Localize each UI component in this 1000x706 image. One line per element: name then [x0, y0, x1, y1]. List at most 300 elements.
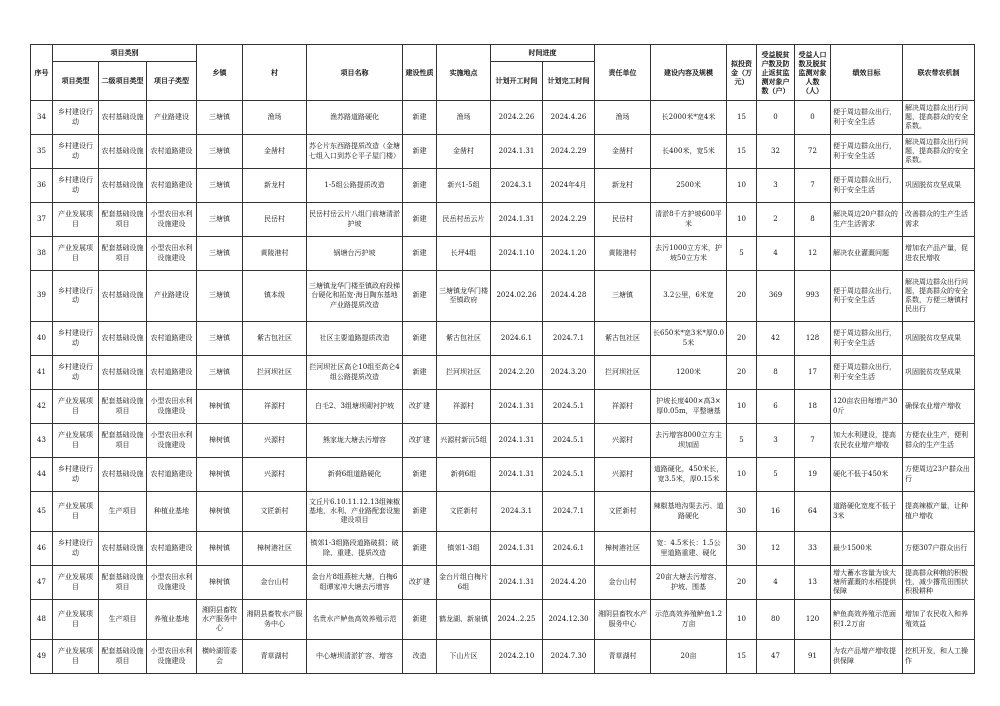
cell-mechanism: 增加农产品产量，促进农民增收: [903, 237, 975, 271]
cell-nature: 新建: [403, 237, 437, 271]
cell-mechanism: 提高群众种粮的积极性，减少撂荒田围状积极耕种: [903, 566, 975, 600]
cell-location: 下山片区: [437, 640, 491, 674]
cell-nature: 新建: [403, 458, 437, 492]
cell-project-name: 名贵水产鲈鱼高效养殖示范: [307, 600, 403, 640]
cell-people: 8: [795, 203, 831, 237]
cell-plan-start: 2024.2.20: [491, 356, 543, 390]
table-row: [31, 271, 975, 322]
cell-plan-end: 2024.7.1: [543, 492, 595, 532]
project-table: [30, 44, 975, 674]
cell-seq: 39: [31, 271, 53, 322]
cell-content: 2500米: [651, 169, 727, 203]
cell-project-type: 产业发展项目: [53, 566, 99, 600]
header-level2-type: 二级项目类型: [99, 62, 147, 101]
cell-location: 鹤龙湖、新泉镇: [437, 600, 491, 640]
header-mechanism: 联农带农机制: [903, 45, 975, 101]
table-row: [31, 492, 975, 532]
cell-plan-end: 2024.4.28: [543, 271, 595, 322]
cell-plan-end: 2024.3.20: [543, 356, 595, 390]
cell-plan-start: 2024.02.26: [491, 271, 543, 322]
cell-seq: 35: [31, 135, 53, 169]
cell-town: 樟树镇: [197, 566, 243, 600]
cell-responsible: 渔场: [595, 101, 651, 135]
cell-households: 32: [757, 135, 795, 169]
cell-responsible: 湘阴县畜牧水产服务中心: [595, 600, 651, 640]
cell-nature: 新建: [403, 203, 437, 237]
cell-seq: 41: [31, 356, 53, 390]
table-row: [31, 600, 975, 640]
cell-nature: 改扩建: [403, 424, 437, 458]
cell-town: 三塘镇: [197, 237, 243, 271]
cell-town: 横岭湖管委会: [197, 640, 243, 674]
cell-content: 1200米: [651, 356, 727, 390]
cell-project-name: 1-5组公路提质改造: [307, 169, 403, 203]
cell-target: 最少1500米: [831, 532, 903, 566]
cell-nature: 新建: [403, 322, 437, 356]
cell-level2-type: 农村基础设施: [99, 532, 147, 566]
cell-plan-start: 2024.3.1: [491, 169, 543, 203]
cell-project-name: 中心塘坝清淤扩容、增容: [307, 640, 403, 674]
cell-target: 解决农业灌溉问题: [831, 237, 903, 271]
cell-mechanism: 巩固脱贫攻坚成果: [903, 169, 975, 203]
cell-content: 清淤8千方护坡600平米: [651, 203, 727, 237]
cell-seq: 46: [31, 532, 53, 566]
cell-responsible: 文匠新村: [595, 492, 651, 532]
cell-seq: 36: [31, 169, 53, 203]
cell-mechanism: 解决周边群众出行问题，提高群众的安全系数。: [903, 135, 975, 169]
cell-project-name: 三塘镇龙华门楼至镇政府段梯台硬化和拓宽·海日陶东基地产业路提质改造: [307, 271, 403, 322]
cell-plan-end: 2024.6.1: [543, 532, 595, 566]
cell-funds: 10: [727, 390, 757, 424]
cell-village: 兴源村: [243, 458, 307, 492]
header-project-name: 项目名称: [307, 45, 403, 101]
cell-content: 护坡长度400×高3×厚0.05m，平整塘基: [651, 390, 727, 424]
cell-funds: 10: [727, 458, 757, 492]
cell-seq: 44: [31, 458, 53, 492]
cell-level2-type: 农村基础设施: [99, 101, 147, 135]
cell-seq: 42: [31, 390, 53, 424]
cell-people: 0: [795, 101, 831, 135]
table-row: [31, 566, 975, 600]
cell-location: 兴源村新沅5组: [437, 424, 491, 458]
cell-plan-end: 2024.4.26: [543, 101, 595, 135]
cell-project-name: 白毛2、3组塘坝砌衬护坡: [307, 390, 403, 424]
table-row: [31, 101, 975, 135]
cell-plan-start: 2024.2.10: [491, 640, 543, 674]
cell-people: 12: [795, 237, 831, 271]
cell-responsible: 金凿村: [595, 135, 651, 169]
cell-location: 新荷6组: [437, 458, 491, 492]
cell-content: 20亩: [651, 640, 727, 674]
cell-content: 宽：4.5米长：1.5公里道路重建、硬化: [651, 532, 727, 566]
table-row: [31, 390, 975, 424]
cell-town: 三塘镇: [197, 101, 243, 135]
cell-level2-type: 配套基础设施项目: [99, 566, 147, 600]
cell-sub-type: 养殖业基地: [147, 600, 197, 640]
cell-nature: 新建: [403, 101, 437, 135]
cell-plan-end: 2024.2.29: [543, 203, 595, 237]
cell-mechanism: 改善群众的生产生活需求: [903, 203, 975, 237]
cell-plan-start: 2024.1.10: [491, 237, 543, 271]
cell-plan-end: 2024.4.20: [543, 566, 595, 600]
cell-responsible: 黄陵港村: [595, 237, 651, 271]
cell-location: 拦河坝社区: [437, 356, 491, 390]
cell-people: 7: [795, 169, 831, 203]
cell-households: 5: [757, 458, 795, 492]
cell-households: 3: [757, 424, 795, 458]
cell-project-name: 熊家垅大塘去污增容: [307, 424, 403, 458]
cell-village: 镇本级: [243, 271, 307, 322]
cell-project-name: 苏仑片东西路提质改造（金塘七组入口到苏仑平子屋门楼）: [307, 135, 403, 169]
cell-village: 金凿村: [243, 135, 307, 169]
cell-plan-start: 2024.2.26: [491, 101, 543, 135]
cell-mechanism: 确保农业增产增收: [903, 390, 975, 424]
cell-level2-type: 配套基础设施项目: [99, 203, 147, 237]
cell-plan-start: 2024.1.31: [491, 424, 543, 458]
cell-people: 19: [795, 458, 831, 492]
cell-seq: 47: [31, 566, 53, 600]
cell-people: 13: [795, 566, 831, 600]
cell-target: 硬化不低于450米: [831, 458, 903, 492]
cell-sub-type: 小型农田水利设施建设: [147, 237, 197, 271]
cell-funds: 30: [727, 492, 757, 532]
cell-mechanism: 巩固脱贫攻坚成果: [903, 356, 975, 390]
cell-plan-start: 2024..2.25: [491, 600, 543, 640]
cell-project-type: 乡村建设行动: [53, 169, 99, 203]
header-seq: 序号: [31, 45, 53, 101]
cell-responsible: 金台山村: [595, 566, 651, 600]
header-responsible: 责任单位: [595, 45, 651, 101]
cell-plan-end: 2024.1.20: [543, 237, 595, 271]
table-header: [31, 45, 975, 101]
cell-people: 18: [795, 390, 831, 424]
cell-nature: 新建: [403, 135, 437, 169]
cell-plan-start: 2024.3.1: [491, 492, 543, 532]
cell-location: 镇郊1-3组: [437, 532, 491, 566]
header-people: 受益人口数及脱贫监测对象人数（人）: [795, 45, 831, 101]
cell-content: 去污增容8000立方主坝加固: [651, 424, 727, 458]
cell-project-name: 新荷6组道路硬化: [307, 458, 403, 492]
header-village: 村: [243, 45, 307, 101]
cell-people: 993: [795, 271, 831, 322]
cell-project-type: 产业发展项目: [53, 237, 99, 271]
cell-target: 为农产品增产增收提供保障: [831, 640, 903, 674]
cell-funds: 15: [727, 135, 757, 169]
cell-level2-type: 农村基础设施: [99, 169, 147, 203]
cell-project-type: 产业发展项目: [53, 390, 99, 424]
cell-level2-type: 农村基础设施: [99, 271, 147, 322]
header-content: 建设内容及规模: [651, 45, 727, 101]
cell-sub-type: 小型农田水利设施建设: [147, 640, 197, 674]
cell-funds: 10: [727, 600, 757, 640]
header-project-type: 项目类型: [53, 62, 99, 101]
cell-funds: 15: [727, 101, 757, 135]
cell-plan-start: 2024.1.31: [491, 203, 543, 237]
table-row: [31, 640, 975, 674]
cell-project-type: 产业发展项目: [53, 640, 99, 674]
cell-village: 金台山村: [243, 566, 307, 600]
cell-seq: 49: [31, 640, 53, 674]
table-row: [31, 135, 975, 169]
cell-project-type: 乡村建设行动: [53, 458, 99, 492]
table-row: [31, 356, 975, 390]
cell-content: 去污1000立方米，护坡50立方米: [651, 237, 727, 271]
cell-town: 三塘镇: [197, 203, 243, 237]
cell-people: 128: [795, 322, 831, 356]
cell-sub-type: 农村道路建设: [147, 458, 197, 492]
cell-nature: 改扩建: [403, 566, 437, 600]
cell-project-name: 民岳村岳云片八组门前塘清淤护坡: [307, 203, 403, 237]
table-row: [31, 424, 975, 458]
cell-sub-type: 农村道路建设: [147, 169, 197, 203]
cell-households: 0: [757, 101, 795, 135]
header-time-group: 时间进度: [491, 45, 595, 62]
cell-plan-end: 2024.5.1: [543, 390, 595, 424]
cell-sub-type: 农村道路建设: [147, 356, 197, 390]
cell-level2-type: 农村基础设施: [99, 458, 147, 492]
cell-responsible: 祥源村: [595, 390, 651, 424]
header-sub-type: 项目子类型: [147, 62, 197, 101]
cell-sub-type: 种植业基地: [147, 492, 197, 532]
cell-content: 20亩大塘去污增容、护坡、围基: [651, 566, 727, 600]
table-row: [31, 322, 975, 356]
cell-nature: 改扩建: [403, 390, 437, 424]
cell-content: 3.2公里，6米宽: [651, 271, 727, 322]
cell-sub-type: 农村道路建设: [147, 532, 197, 566]
cell-nature: 新建: [403, 169, 437, 203]
cell-town: 樟树镇: [197, 424, 243, 458]
cell-plan-end: 2024.12.30: [543, 600, 595, 640]
table-body: [31, 101, 975, 674]
cell-target: 道路硬化宽度不低于3米: [831, 492, 903, 532]
cell-plan-end: 2024.2.29: [543, 135, 595, 169]
cell-funds: 15: [727, 640, 757, 674]
cell-town: 三塘镇: [197, 135, 243, 169]
cell-location: 金凿村: [437, 135, 491, 169]
cell-plan-end: 2024.5.1: [543, 424, 595, 458]
cell-people: 72: [795, 135, 831, 169]
cell-households: 2: [757, 203, 795, 237]
cell-village: 青草湖村: [243, 640, 307, 674]
cell-location: 紫古包社区: [437, 322, 491, 356]
cell-responsible: 新龙村: [595, 169, 651, 203]
cell-location: 三塘镇龙华门楼至镇政府: [437, 271, 491, 322]
cell-responsible: 三塘镇: [595, 271, 651, 322]
cell-nature: 新建: [403, 532, 437, 566]
cell-target: 便于周边群众出行，利于安全生活: [831, 271, 903, 322]
cell-households: 42: [757, 322, 795, 356]
cell-people: 7: [795, 424, 831, 458]
cell-seq: 43: [31, 424, 53, 458]
cell-location: 民岳村岳云片: [437, 203, 491, 237]
cell-sub-type: 小型农田水利设施建设: [147, 203, 197, 237]
cell-people: 91: [795, 640, 831, 674]
cell-funds: 20: [727, 322, 757, 356]
header-plan-start: 计划开工时间: [491, 62, 543, 101]
cell-nature: 改造: [403, 640, 437, 674]
cell-households: 47: [757, 640, 795, 674]
table-row: [31, 458, 975, 492]
cell-level2-type: 配套基础设施项目: [99, 390, 147, 424]
cell-town: 湘阴县畜牧水产服务中心: [197, 600, 243, 640]
cell-people: 64: [795, 492, 831, 532]
cell-level2-type: 配套基础设施项目: [99, 424, 147, 458]
cell-town: 三塘镇: [197, 356, 243, 390]
cell-mechanism: 挖机开发，和人工操作: [903, 640, 975, 674]
cell-plan-start: 2024.1.31: [491, 135, 543, 169]
cell-level2-type: 生产项目: [99, 600, 147, 640]
cell-level2-type: 农村基础设施: [99, 322, 147, 356]
cell-plan-end: 2024.7.30: [543, 640, 595, 674]
cell-funds: 20: [727, 271, 757, 322]
cell-target: 加大水利建设，提高农民农业增产增收: [831, 424, 903, 458]
cell-responsible: 樟树港社区: [595, 532, 651, 566]
cell-target: 解决周边20户群众的生产生活需求: [831, 203, 903, 237]
cell-level2-type: 配套基础设施项目: [99, 237, 147, 271]
cell-households: 80: [757, 600, 795, 640]
cell-nature: 新建: [403, 356, 437, 390]
cell-responsible: 兴源村: [595, 424, 651, 458]
cell-location: 长坪4组: [437, 237, 491, 271]
cell-target: 便于周边群众出行，利于安全生活: [831, 101, 903, 135]
table-row: [31, 203, 975, 237]
cell-project-type: 产业发展项目: [53, 424, 99, 458]
cell-responsible: 民岳村: [595, 203, 651, 237]
cell-sub-type: 产业路建设: [147, 271, 197, 322]
cell-seq: 48: [31, 600, 53, 640]
cell-funds: 5: [727, 237, 757, 271]
cell-town: 樟树镇: [197, 458, 243, 492]
cell-project-type: 乡村建设行动: [53, 101, 99, 135]
cell-funds: 10: [727, 169, 757, 203]
header-nature: 建设性质: [403, 45, 437, 101]
cell-plan-end: 2024.7.1: [543, 322, 595, 356]
table-row: [31, 532, 975, 566]
cell-nature: 新建: [403, 600, 437, 640]
cell-funds: 5: [727, 424, 757, 458]
cell-sub-type: 产业路建设: [147, 101, 197, 135]
cell-people: 17: [795, 356, 831, 390]
cell-households: 12: [757, 532, 795, 566]
cell-project-type: 产业发展项目: [53, 203, 99, 237]
cell-target: 便于周边群众出行，利于安全生活: [831, 322, 903, 356]
cell-project-name: 金台片8组燕桩大塘，白梅6组谭家冲大塘去污增容: [307, 566, 403, 600]
cell-village: 拦河坝社区: [243, 356, 307, 390]
cell-project-name: 社区主要道路提质改造: [307, 322, 403, 356]
cell-plan-start: 2024.6.1: [491, 322, 543, 356]
cell-project-type: 产业发展项目: [53, 600, 99, 640]
cell-village: 民岳村: [243, 203, 307, 237]
cell-mechanism: 方便农业生产，便利群众的生产生活: [903, 424, 975, 458]
cell-project-name: 文丘片6.10.11.12.13组辣椒基地，水利、产业路配套设施建设项目: [307, 492, 403, 532]
cell-seq: 38: [31, 237, 53, 271]
cell-households: 16: [757, 492, 795, 532]
cell-sub-type: 农村道路建设: [147, 135, 197, 169]
cell-responsible: 兴源村: [595, 458, 651, 492]
table-row: [31, 237, 975, 271]
header-funds: 拟投资金（万元）: [727, 45, 757, 101]
cell-project-name: 镇郊1-3组路段道路破损；破除、重建、提质改造: [307, 532, 403, 566]
cell-sub-type: 农村道路建设: [147, 322, 197, 356]
cell-households: 369: [757, 271, 795, 322]
cell-village: 兴源村: [243, 424, 307, 458]
cell-funds: 20: [727, 566, 757, 600]
cell-village: 祥源村: [243, 390, 307, 424]
cell-project-type: 乡村建设行动: [53, 322, 99, 356]
cell-responsible: 青草湖村: [595, 640, 651, 674]
cell-households: 4: [757, 566, 795, 600]
cell-project-type: 产业发展项目: [53, 492, 99, 532]
cell-target: 便于周边群众出行，利于安全生活: [831, 135, 903, 169]
cell-level2-type: 生产项目: [99, 492, 147, 532]
cell-households: 4: [757, 237, 795, 271]
cell-village: 樟树港社区: [243, 532, 307, 566]
cell-sub-type: 小型农田水利设施建设: [147, 424, 197, 458]
cell-location: 金台片组白梅片6组: [437, 566, 491, 600]
cell-project-type: 乡村建设行动: [53, 271, 99, 322]
cell-people: 33: [795, 532, 831, 566]
cell-mechanism: 提高辣椒产量，让种植户增收: [903, 492, 975, 532]
cell-location: 新兴1-5组: [437, 169, 491, 203]
cell-content: 长2000米*宽4米: [651, 101, 727, 135]
cell-level2-type: 农村基础设施: [99, 135, 147, 169]
header-target: 绩效目标: [831, 45, 903, 101]
cell-mechanism: 巩固脱贫攻坚成果: [903, 322, 975, 356]
cell-town: 樟树镇: [197, 492, 243, 532]
cell-village: 渔场: [243, 101, 307, 135]
cell-target: 120亩农田每增产300斤: [831, 390, 903, 424]
header-households: 受益脱贫户数及防止返贫监测对象户数（户）: [757, 45, 795, 101]
cell-seq: 45: [31, 492, 53, 532]
cell-content: 示范高效养殖鲈鱼1.2万亩: [651, 600, 727, 640]
header-town: 乡镇: [197, 45, 243, 101]
cell-content: 辣椒基地沟渠去污、道路硬化: [651, 492, 727, 532]
cell-sub-type: 小型农田水利设施建设: [147, 566, 197, 600]
cell-location: 渔场: [437, 101, 491, 135]
cell-project-type: 乡村建设行动: [53, 532, 99, 566]
cell-plan-end: 2024年4月: [543, 169, 595, 203]
cell-households: 6: [757, 390, 795, 424]
cell-project-name: 拦河坝社区高仑10组至高仑4组公路提质改造: [307, 356, 403, 390]
cell-project-type: 乡村建设行动: [53, 356, 99, 390]
cell-seq: 37: [31, 203, 53, 237]
cell-mechanism: 增加了农民收入和养殖效益: [903, 600, 975, 640]
cell-village: 文匠新村: [243, 492, 307, 532]
cell-target: 便于周边群众出行，利于安全生活: [831, 356, 903, 390]
cell-town: 樟树镇: [197, 532, 243, 566]
cell-village: 紫古包社区: [243, 322, 307, 356]
cell-mechanism: 解决周边群众出行问题，提高群众的安全系数，方便三塘镇村民出行: [903, 271, 975, 322]
cell-plan-start: 2024.1.31: [491, 566, 543, 600]
cell-location: 祥源村: [437, 390, 491, 424]
cell-content: 长650米*宽3米*厚0.05米: [651, 322, 727, 356]
header-category-group: 项目类别: [53, 45, 197, 62]
cell-target: 便于周边群众出行，利于安全生活: [831, 169, 903, 203]
cell-funds: 10: [727, 203, 757, 237]
cell-level2-type: 配套基础设施项目: [99, 640, 147, 674]
cell-village: 湘阴县畜牧水产服务中心: [243, 600, 307, 640]
header-plan-end: 计划完工时间: [543, 62, 595, 101]
cell-funds: 30: [727, 532, 757, 566]
cell-location: 文匠新村: [437, 492, 491, 532]
cell-seq: 40: [31, 322, 53, 356]
cell-mechanism: 方便307户群众出行: [903, 532, 975, 566]
cell-nature: 新建: [403, 271, 437, 322]
cell-village: 黄陵港村: [243, 237, 307, 271]
cell-project-name: 锅塘台污护坡: [307, 237, 403, 271]
cell-plan-end: 2024.5.1: [543, 458, 595, 492]
cell-responsible: 拦河坝社区: [595, 356, 651, 390]
